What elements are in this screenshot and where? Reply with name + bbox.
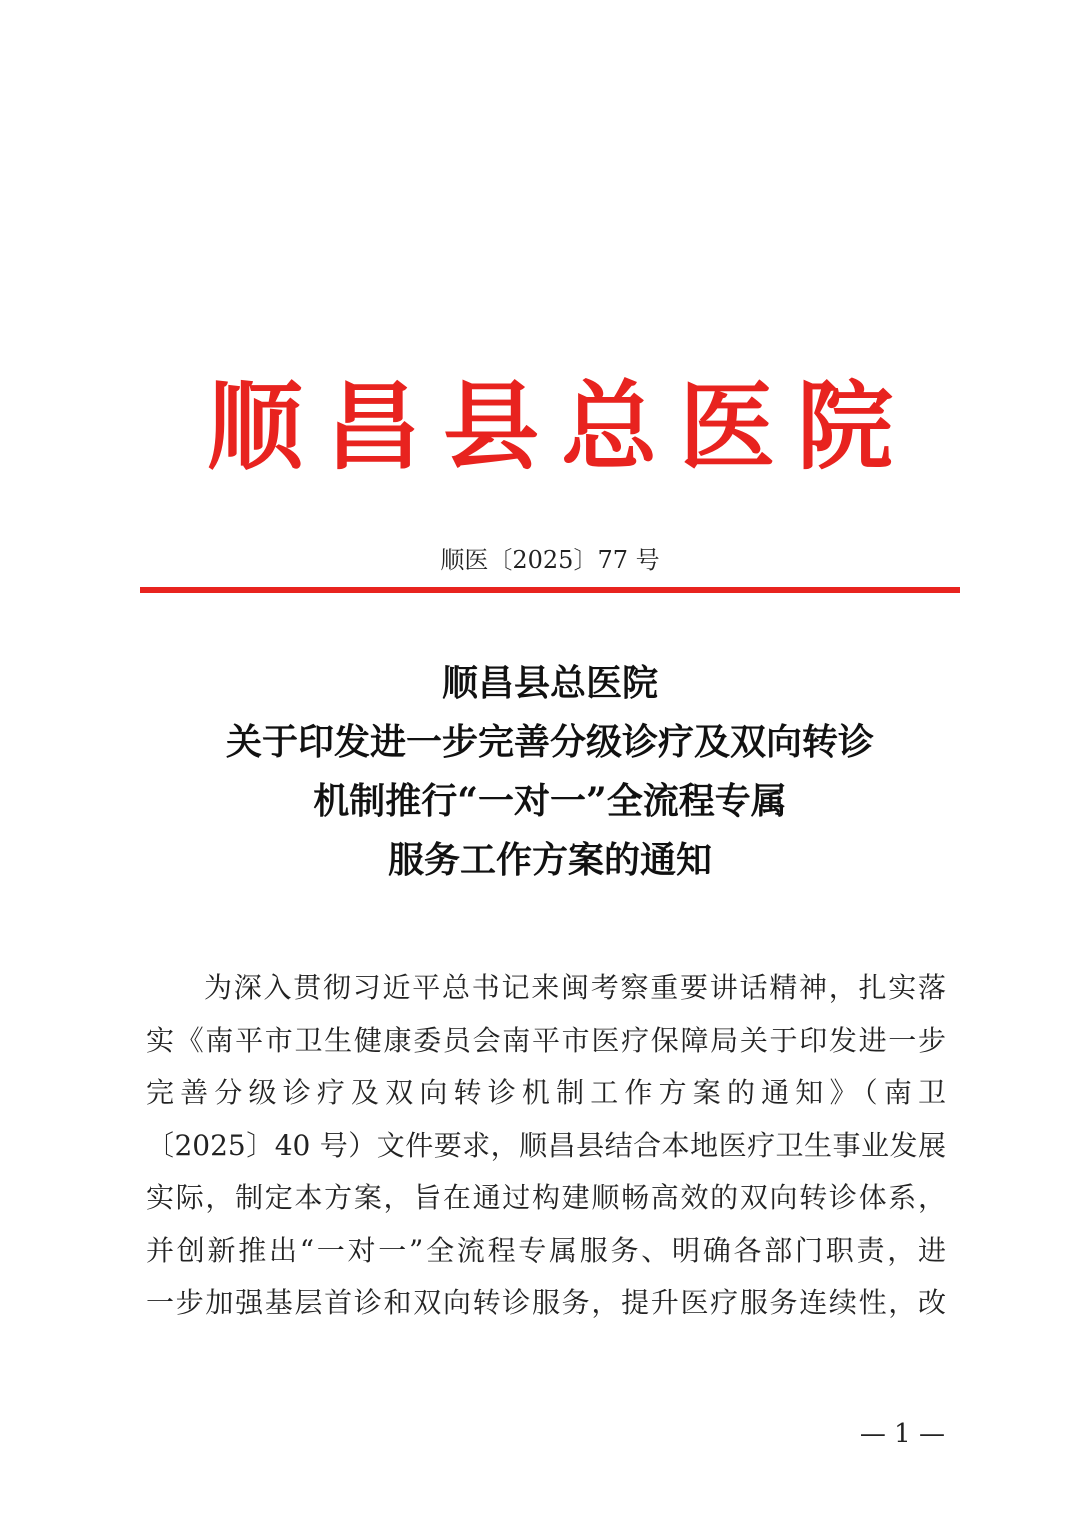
document-title: [140, 654, 960, 890]
body-line: 一步加强基层首诊和双向转诊服务，提升医疗服务连续性，改: [146, 1286, 946, 1319]
body-line: 为深入贯彻习近平总书记来闽考察重要讲话精神，扎实落: [204, 971, 946, 1004]
body-paragraph: [146, 962, 946, 1330]
title-line: 服务工作方案的通知: [387, 839, 712, 881]
body-line: 并创新推出“一对一”全流程专属服务、明确各部门职责，进: [146, 1233, 946, 1267]
body-line: 完善分级诊疗及双向转诊机制工作方案的通知》（南卫: [146, 1076, 946, 1109]
title-line: 机制推行“一对一”全流程专属: [313, 780, 787, 822]
title-line: 顺昌县总医院: [441, 662, 658, 704]
body-line: 实际，制定本方案，旨在通过构建顺畅高效的双向转诊体系，: [146, 1181, 946, 1214]
document-number: 顺医〔2025〕77 号: [440, 546, 660, 574]
body-line: 〔2025〕40 号）文件要求，顺昌县结合本地医疗卫生事业发展: [146, 1128, 946, 1162]
body-line: 实《南平市卫生健康委员会南平市医疗保障局关于印发进一步: [146, 1023, 946, 1057]
red-header-rule: [140, 587, 960, 593]
page-number: — 1 —: [859, 1419, 945, 1449]
title-line: 关于印发进一步完善分级诊疗及双向转诊: [225, 721, 874, 763]
issuing-organization-header: 顺昌县总医院: [207, 371, 915, 483]
